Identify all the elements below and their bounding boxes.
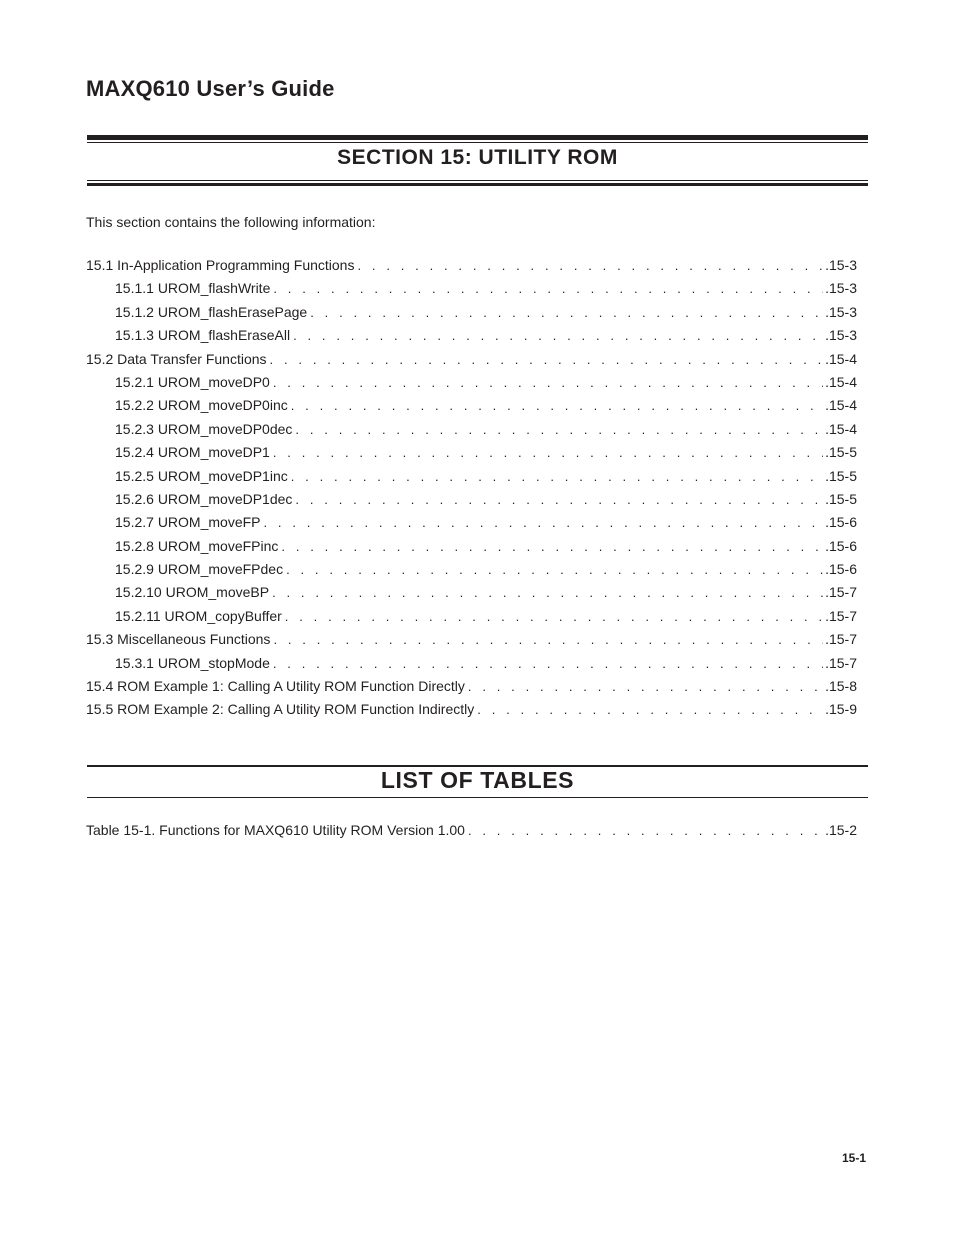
toc-entry-label: 15.2.1 UROM_moveDP0 bbox=[115, 373, 270, 390]
table-list-entry[interactable] bbox=[86, 822, 857, 845]
toc-entry-label: 15.2.10 UROM_moveBP bbox=[115, 584, 270, 601]
toc-entry-label: 15.2.3 UROM_moveDP0dec bbox=[115, 420, 293, 437]
toc-entry-label: 15.2.7 UROM_moveFP bbox=[115, 514, 261, 531]
toc-entry-page: .15-6 bbox=[825, 537, 857, 554]
section-bottom-rule-thin bbox=[87, 180, 868, 181]
toc-entry[interactable] bbox=[86, 678, 857, 701]
list-of-tables bbox=[86, 822, 857, 845]
section-intro: This section contains the following information: bbox=[86, 214, 376, 230]
dot-leader bbox=[273, 375, 823, 390]
table-of-contents bbox=[86, 257, 857, 725]
toc-entry-page: .15-3 bbox=[825, 280, 857, 297]
guide-title: MAXQ610 User’s Guide bbox=[86, 76, 335, 101]
toc-entry[interactable] bbox=[86, 631, 857, 654]
toc-entry-page: .15-6 bbox=[825, 514, 857, 531]
dot-leader bbox=[477, 702, 823, 717]
dot-leader bbox=[285, 609, 823, 624]
toc-entry-page: .15-3 bbox=[825, 303, 857, 320]
dot-leader bbox=[273, 656, 823, 671]
list-of-tables-title: LIST OF TABLES bbox=[380, 767, 575, 793]
toc-entry[interactable] bbox=[86, 655, 857, 678]
dot-leader bbox=[273, 281, 823, 296]
toc-entry-page: .15-7 bbox=[825, 607, 857, 624]
page-number: 15-1 bbox=[841, 1151, 866, 1165]
toc-entry-label: 15.3.1 UROM_stopMode bbox=[115, 654, 270, 671]
dot-leader bbox=[293, 328, 823, 343]
toc-entry-label: 15.2.8 UROM_moveFPinc bbox=[115, 537, 279, 554]
toc-entry[interactable] bbox=[86, 257, 857, 280]
section-title: SECTION 15: UTILITY ROM bbox=[337, 146, 618, 169]
dot-leader bbox=[291, 398, 823, 413]
toc-entry-label: 15.3 Miscellaneous Functions bbox=[86, 631, 271, 648]
dot-leader bbox=[291, 469, 823, 484]
dot-leader bbox=[286, 562, 823, 577]
toc-entry[interactable] bbox=[86, 561, 857, 584]
toc-entry[interactable] bbox=[86, 304, 857, 327]
toc-entry-page: .15-5 bbox=[825, 490, 857, 507]
dot-leader bbox=[272, 585, 823, 600]
toc-entry-page: .15-5 bbox=[825, 444, 857, 461]
toc-entry-page: .15-4 bbox=[825, 420, 857, 437]
toc-entry[interactable] bbox=[86, 280, 857, 303]
toc-entry[interactable] bbox=[86, 327, 857, 350]
toc-entry-label: 15.2.4 UROM_moveDP1 bbox=[115, 444, 270, 461]
toc-entry-label: 15.4 ROM Example 1: Calling A Utility ROM Function Directly bbox=[86, 678, 465, 695]
toc-entry-page: .15-4 bbox=[825, 397, 857, 414]
table-entry-label: Table 15-1. Functions for MAXQ610 Utility ROM Version 1.00 bbox=[86, 822, 465, 838]
toc-entry-page: .15-4 bbox=[825, 373, 857, 390]
dot-leader bbox=[295, 422, 823, 437]
toc-entry[interactable] bbox=[86, 514, 857, 537]
toc-entry-label: 15.1.3 UROM_flashEraseAll bbox=[115, 327, 291, 344]
dot-leader bbox=[310, 305, 823, 320]
toc-entry[interactable] bbox=[86, 444, 857, 467]
tables-bottom-rule bbox=[87, 797, 868, 798]
toc-entry-label: 15.2.5 UROM_moveDP1inc bbox=[115, 467, 288, 484]
toc-entry-page: .15-3 bbox=[825, 327, 857, 344]
table-entry-page: .15-2 bbox=[825, 822, 857, 838]
toc-entry-page: .15-7 bbox=[825, 631, 857, 648]
toc-entry[interactable] bbox=[86, 538, 857, 561]
toc-entry-page: .15-7 bbox=[825, 584, 857, 601]
toc-entry-label: 15.1.1 UROM_flashWrite bbox=[115, 280, 271, 297]
toc-entry-label: 15.1.2 UROM_flashErasePage bbox=[115, 303, 308, 320]
toc-entry[interactable] bbox=[86, 351, 857, 374]
toc-entry[interactable] bbox=[86, 421, 857, 444]
section-top-rule-thick bbox=[87, 135, 868, 140]
dot-leader bbox=[357, 258, 823, 273]
dot-leader bbox=[264, 515, 824, 530]
toc-entry-label: 15.1 In-Application Programming Functions bbox=[86, 257, 355, 273]
toc-entry[interactable] bbox=[86, 374, 857, 397]
toc-entry[interactable] bbox=[86, 397, 857, 420]
toc-entry[interactable] bbox=[86, 608, 857, 631]
toc-entry-label: 15.2.2 UROM_moveDP0inc bbox=[115, 397, 288, 414]
toc-entry-label: 15.2.9 UROM_moveFPdec bbox=[115, 561, 284, 578]
toc-entry-page: .15-3 bbox=[825, 257, 857, 273]
toc-entry[interactable] bbox=[86, 701, 857, 724]
toc-entry[interactable] bbox=[86, 468, 857, 491]
toc-entry-page: .15-5 bbox=[825, 467, 857, 484]
toc-entry-page: .15-9 bbox=[825, 701, 857, 718]
toc-entry-page: .15-6 bbox=[825, 561, 857, 578]
section-top-rule-thin bbox=[87, 142, 868, 143]
toc-entry-page: .15-7 bbox=[825, 654, 857, 671]
toc-entry[interactable] bbox=[86, 491, 857, 514]
dot-leader bbox=[468, 823, 823, 838]
dot-leader bbox=[295, 492, 823, 507]
toc-entry-label: 15.2.11 UROM_copyBuffer bbox=[115, 607, 282, 624]
dot-leader bbox=[270, 352, 824, 367]
dot-leader bbox=[468, 679, 823, 694]
toc-entry-label: 15.2 Data Transfer Functions bbox=[86, 350, 267, 367]
toc-entry-label: 15.5 ROM Example 2: Calling A Utility ROM Function Indirectly bbox=[86, 701, 475, 718]
toc-entry-label: 15.2.6 UROM_moveDP1dec bbox=[115, 490, 293, 507]
dot-leader bbox=[273, 445, 823, 460]
toc-entry-page: .15-8 bbox=[825, 678, 857, 695]
toc-entry-page: .15-4 bbox=[825, 350, 857, 367]
section-bottom-rule-thick bbox=[87, 183, 868, 186]
dot-leader bbox=[281, 539, 823, 554]
dot-leader bbox=[273, 632, 823, 647]
toc-entry[interactable] bbox=[86, 584, 857, 607]
